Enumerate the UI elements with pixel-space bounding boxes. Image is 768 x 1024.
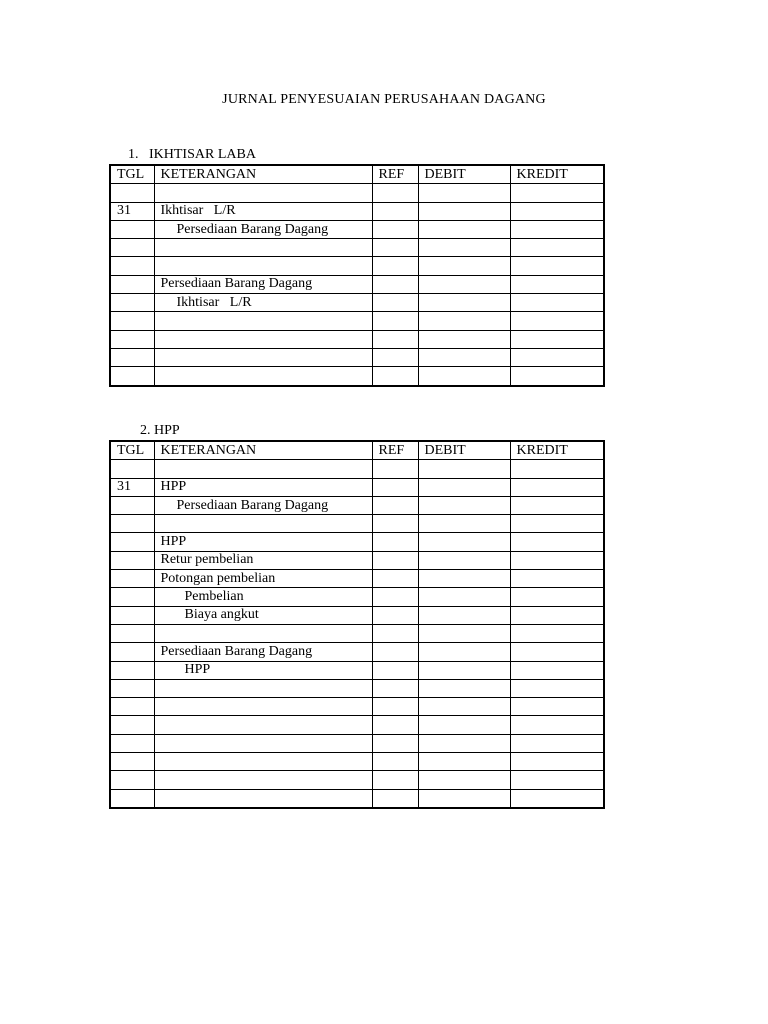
table-row: [110, 716, 604, 734]
table-row: [110, 184, 604, 202]
tgl-cell: [110, 312, 154, 330]
debit-cell: [418, 294, 510, 312]
ref-cell: [372, 679, 418, 697]
kredit-cell: [510, 789, 604, 808]
table-body: [110, 460, 604, 808]
keterangan-cell: [154, 771, 372, 789]
table-row: [110, 679, 604, 697]
keterangan-cell: [154, 257, 372, 275]
ref-cell: [372, 661, 418, 679]
keterangan-cell: HPP: [154, 533, 372, 551]
kredit-cell: [510, 312, 604, 330]
kredit-cell: [510, 239, 604, 257]
keterangan-cell: [154, 330, 372, 348]
kredit-cell: [510, 716, 604, 734]
debit-cell: [418, 257, 510, 275]
tgl-cell: [110, 624, 154, 642]
ref-cell: [372, 275, 418, 293]
kredit-cell: [510, 643, 604, 661]
journal-table-hpp: [109, 440, 605, 809]
ref-cell: [372, 348, 418, 366]
kredit-cell: [510, 348, 604, 366]
header-keterangan: KETERANGAN: [154, 441, 372, 460]
header-kredit: KREDIT: [510, 165, 604, 184]
keterangan-cell: Persediaan Barang Dagang: [154, 220, 372, 238]
table-row: [110, 771, 604, 789]
header-tgl: TGL: [110, 165, 154, 184]
kredit-cell: [510, 330, 604, 348]
table-row: [110, 753, 604, 771]
ref-cell: [372, 789, 418, 808]
debit-cell: [418, 496, 510, 514]
table-row: [110, 367, 604, 386]
keterangan-cell: Persediaan Barang Dagang: [154, 496, 372, 514]
debit-cell: [418, 330, 510, 348]
debit-cell: [418, 220, 510, 238]
section2-label: 2. HPP: [140, 423, 180, 438]
keterangan-cell: [154, 184, 372, 202]
ref-cell: [372, 330, 418, 348]
kredit-cell: [510, 679, 604, 697]
tgl-cell: [110, 570, 154, 588]
page-title: JURNAL PENYESUAIAN PERUSAHAAN DAGANG: [222, 92, 546, 107]
tgl-cell: [110, 460, 154, 478]
keterangan-cell: [154, 753, 372, 771]
tgl-cell: [110, 239, 154, 257]
tgl-cell: [110, 551, 154, 569]
keterangan-cell: Biaya angkut: [154, 606, 372, 624]
keterangan-cell: [154, 460, 372, 478]
kredit-cell: [510, 753, 604, 771]
table-row: [110, 570, 604, 588]
ref-cell: [372, 294, 418, 312]
keterangan-cell: [154, 624, 372, 642]
journal-table-ikhtisar-laba: [109, 164, 605, 387]
tgl-cell: [110, 679, 154, 697]
kredit-cell: [510, 515, 604, 533]
ref-cell: [372, 220, 418, 238]
ref-cell: [372, 515, 418, 533]
tgl-cell: [110, 588, 154, 606]
kredit-cell: [510, 220, 604, 238]
kredit-cell: [510, 698, 604, 716]
keterangan-cell: [154, 734, 372, 752]
kredit-cell: [510, 551, 604, 569]
table-row: [110, 606, 604, 624]
kredit-cell: [510, 496, 604, 514]
kredit-cell: [510, 478, 604, 496]
ref-cell: [372, 460, 418, 478]
keterangan-cell: [154, 348, 372, 366]
keterangan-cell: HPP: [154, 478, 372, 496]
ref-cell: [372, 184, 418, 202]
keterangan-cell: [154, 312, 372, 330]
tgl-cell: [110, 753, 154, 771]
ref-cell: [372, 624, 418, 642]
debit-cell: [418, 661, 510, 679]
table-row: [110, 239, 604, 257]
ref-cell: [372, 734, 418, 752]
ref-cell: [372, 478, 418, 496]
tgl-cell: [110, 184, 154, 202]
kredit-cell: [510, 184, 604, 202]
tgl-cell: 31: [110, 202, 154, 220]
ref-cell: [372, 606, 418, 624]
ref-cell: [372, 239, 418, 257]
kredit-cell: [510, 275, 604, 293]
ref-cell: [372, 643, 418, 661]
table-row: [110, 220, 604, 238]
table-row: [110, 624, 604, 642]
tgl-cell: [110, 789, 154, 808]
ref-cell: [372, 753, 418, 771]
kredit-cell: [510, 367, 604, 386]
kredit-cell: [510, 624, 604, 642]
table-row: [110, 551, 604, 569]
debit-cell: [418, 753, 510, 771]
debit-cell: [418, 312, 510, 330]
table-row: [110, 515, 604, 533]
debit-cell: [418, 533, 510, 551]
keterangan-cell: Ikhtisar L/R: [154, 294, 372, 312]
kredit-cell: [510, 734, 604, 752]
debit-cell: [418, 460, 510, 478]
tgl-cell: [110, 294, 154, 312]
kredit-cell: [510, 294, 604, 312]
tgl-cell: [110, 698, 154, 716]
tgl-cell: [110, 661, 154, 679]
ref-cell: [372, 588, 418, 606]
header-keterangan: KETERANGAN: [154, 165, 372, 184]
table-row: [110, 734, 604, 752]
ref-cell: [372, 312, 418, 330]
ref-cell: [372, 533, 418, 551]
keterangan-cell: [154, 515, 372, 533]
ref-cell: [372, 257, 418, 275]
keterangan-cell: Potongan pembelian: [154, 570, 372, 588]
table-header-row: [110, 441, 604, 460]
tgl-cell: [110, 496, 154, 514]
kredit-cell: [510, 533, 604, 551]
tgl-cell: [110, 330, 154, 348]
ref-cell: [372, 367, 418, 386]
debit-cell: [418, 734, 510, 752]
ref-cell: [372, 698, 418, 716]
keterangan-cell: [154, 698, 372, 716]
tgl-cell: [110, 367, 154, 386]
table-row: [110, 312, 604, 330]
table-body: [110, 184, 604, 386]
debit-cell: [418, 184, 510, 202]
ref-cell: [372, 496, 418, 514]
debit-cell: [418, 698, 510, 716]
table-row: [110, 789, 604, 808]
debit-cell: [418, 716, 510, 734]
debit-cell: [418, 789, 510, 808]
debit-cell: [418, 478, 510, 496]
table-row: [110, 478, 604, 496]
tgl-cell: [110, 257, 154, 275]
kredit-cell: [510, 588, 604, 606]
kredit-cell: [510, 202, 604, 220]
header-kredit: KREDIT: [510, 441, 604, 460]
kredit-cell: [510, 661, 604, 679]
keterangan-cell: Persediaan Barang Dagang: [154, 643, 372, 661]
table-row: [110, 275, 604, 293]
kredit-cell: [510, 771, 604, 789]
debit-cell: [418, 771, 510, 789]
header-debit: DEBIT: [418, 441, 510, 460]
table-header-row: [110, 165, 604, 184]
table-row: [110, 496, 604, 514]
keterangan-cell: HPP: [154, 661, 372, 679]
debit-cell: [418, 367, 510, 386]
table-row: [110, 460, 604, 478]
section1-label: 1. IKHTISAR LABA: [128, 147, 256, 162]
debit-cell: [418, 551, 510, 569]
kredit-cell: [510, 460, 604, 478]
kredit-cell: [510, 570, 604, 588]
header-ref: REF: [372, 165, 418, 184]
ref-cell: [372, 716, 418, 734]
tgl-cell: [110, 533, 154, 551]
debit-cell: [418, 606, 510, 624]
kredit-cell: [510, 606, 604, 624]
keterangan-cell: Retur pembelian: [154, 551, 372, 569]
tgl-cell: [110, 771, 154, 789]
tgl-cell: 31: [110, 478, 154, 496]
keterangan-cell: [154, 716, 372, 734]
table-row: [110, 643, 604, 661]
tgl-cell: [110, 716, 154, 734]
ref-cell: [372, 570, 418, 588]
table-row: [110, 330, 604, 348]
table-row: [110, 348, 604, 366]
table-row: [110, 294, 604, 312]
debit-cell: [418, 570, 510, 588]
keterangan-cell: Persediaan Barang Dagang: [154, 275, 372, 293]
keterangan-cell: [154, 239, 372, 257]
keterangan-cell: Pembelian: [154, 588, 372, 606]
tgl-cell: [110, 220, 154, 238]
tgl-cell: [110, 643, 154, 661]
table-row: [110, 588, 604, 606]
debit-cell: [418, 239, 510, 257]
debit-cell: [418, 643, 510, 661]
kredit-cell: [510, 257, 604, 275]
debit-cell: [418, 348, 510, 366]
keterangan-cell: [154, 367, 372, 386]
tgl-cell: [110, 515, 154, 533]
tgl-cell: [110, 734, 154, 752]
tgl-cell: [110, 275, 154, 293]
debit-cell: [418, 515, 510, 533]
debit-cell: [418, 588, 510, 606]
table-row: [110, 257, 604, 275]
debit-cell: [418, 624, 510, 642]
table-row: [110, 533, 604, 551]
table-row: [110, 661, 604, 679]
header-ref: REF: [372, 441, 418, 460]
table-row: [110, 698, 604, 716]
keterangan-cell: [154, 679, 372, 697]
tgl-cell: [110, 606, 154, 624]
debit-cell: [418, 275, 510, 293]
header-tgl: TGL: [110, 441, 154, 460]
tgl-cell: [110, 348, 154, 366]
keterangan-cell: Ikhtisar L/R: [154, 202, 372, 220]
header-debit: DEBIT: [418, 165, 510, 184]
keterangan-cell: [154, 789, 372, 808]
debit-cell: [418, 202, 510, 220]
table-row: [110, 202, 604, 220]
debit-cell: [418, 679, 510, 697]
ref-cell: [372, 551, 418, 569]
ref-cell: [372, 202, 418, 220]
ref-cell: [372, 771, 418, 789]
